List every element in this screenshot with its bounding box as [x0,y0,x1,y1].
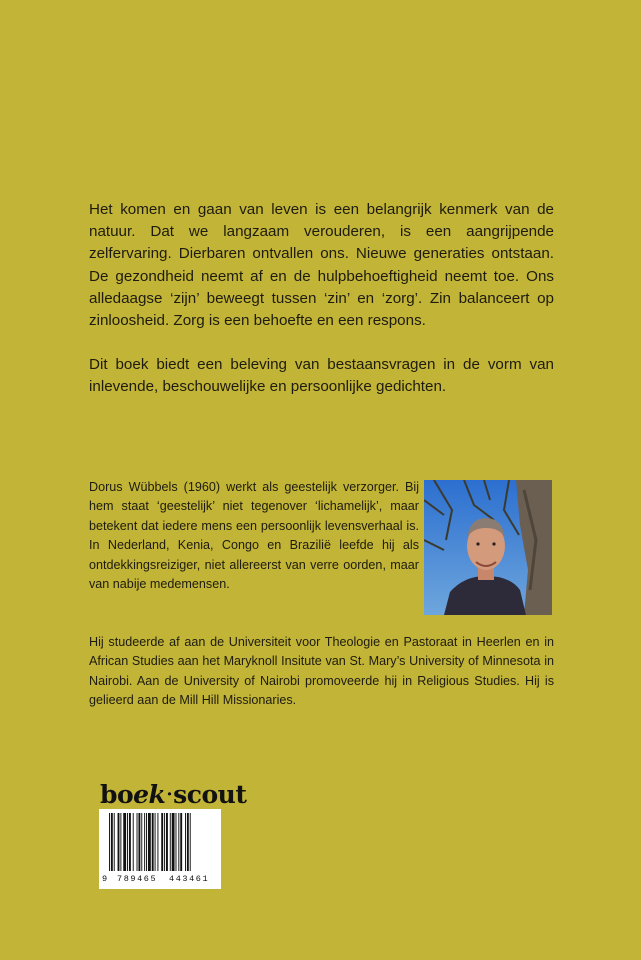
logo-text-part2: ek [133,780,166,809]
author-photo-image [424,480,552,615]
barcode-group-1: 789465 [117,874,158,884]
logo-text-part1: bo [100,780,134,809]
barcode-digit-first: 9 [102,874,108,884]
author-photo [424,480,552,615]
barcode [99,809,221,889]
author-bio-1: Dorus Wübbels (1960) werkt als geestelijk verzorger. Bij hem staat ‘geestelijk’ niet tegenover ‘lichamelijk’, maar betekent dat iedere mens een persoonlijk levensverhaal is. In Nederland, Kenia, Congo en Brazilië leefde hij als ontdekkingsreiziger, niet allereerst van verre oorden, maar van nabije medemensen. [89,480,419,592]
publisher-logo [100,780,246,809]
blurb-paragraph-2: Dit boek biedt een beleving van bestaansvragen in de vorm van inlevende, beschouwelijke en persoonlijke gedichten. [89,356,554,396]
logo-text-part3: scout [173,780,247,809]
logo-dot: · [166,784,173,805]
author-bio-2: Hij studeerde af aan de Universiteit voor Theologie en Pastoraat in Heerlen en in African Studies aan het Maryknoll Insitute van St. Mary’s University of Minnesota in Nairobi. Aan de University of Nairobi promoveerde hij in Religious Studies. Hij is gelieerd aan de Mill Hill Missionaries. [89,635,554,708]
blurb-paragraph-1: Het komen en gaan van leven is een belangrijk kenmerk van de natuur. Dat we langzaam verouderen, is een aangrijpende zelfervaring. Dierbaren ontvallen ons. Nieuwe generaties ontstaan. De gezondheid neemt af en de hulpbehoeftigheid neemt toe. Ons alledaagse ‘zijn’ beweegt tussen ‘zin’ en ‘zorg’. Zin balanceert op zinloosheid. Zorg is een behoefte en een respons. [89,201,554,330]
back-cover-blurb [89,199,554,399]
barcode-group-2: 443461 [169,874,210,884]
